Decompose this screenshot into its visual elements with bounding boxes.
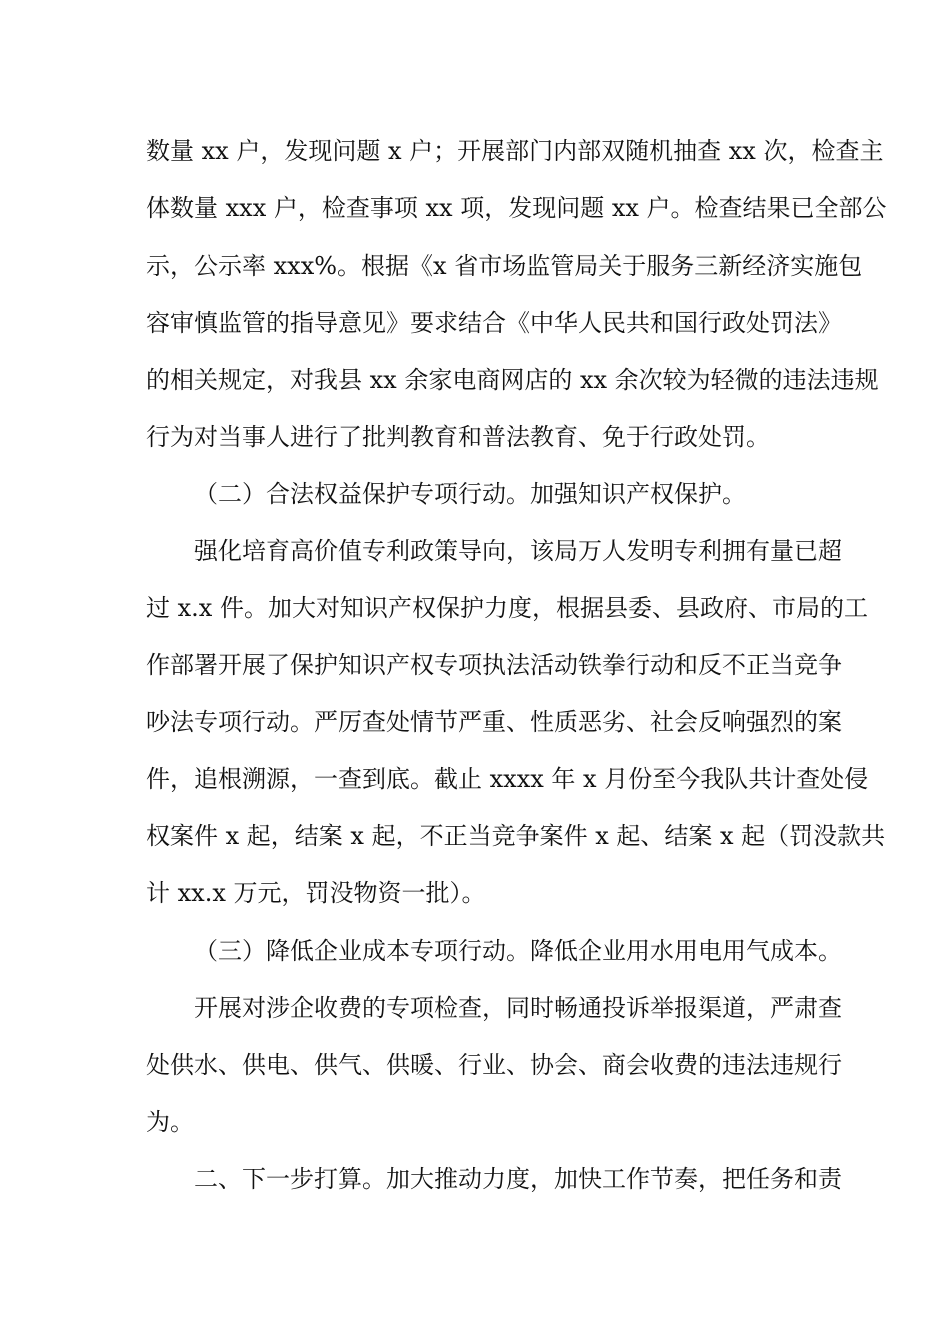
text-line: 示，公示率 xxx%。根据《x 省市场监管局关于服务三新经济实施包 — [146, 252, 863, 280]
text-line: 为。 — [146, 1108, 194, 1136]
text-line: 容审慎监管的指导意见》要求结合《中华人民共和国行政处罚法》 — [146, 309, 842, 337]
text-line: 作部署开展了保护知识产权专项执法活动铁拳行动和反不正当竞争 — [146, 651, 842, 679]
text-line: 件，追根溯源，一查到底。截止 xxxx 年 x 月份至今我队共计查处侵 — [146, 765, 869, 793]
text-line: 权案件 x 起，结案 x 起，不正当竞争案件 x 起、结案 x 起（罚没款共 — [146, 822, 886, 850]
text-line: 的相关规定，对我县 xx 余家电商网店的 xx 余次较为轻微的违法违规 — [146, 366, 879, 394]
text-line: 体数量 xxx 户，检查事项 xx 项，发现问题 xx 户。检查结果已全部公 — [146, 194, 887, 222]
section-heading: （二）合法权益保护专项行动。加强知识产权保护。 — [194, 480, 746, 508]
section-heading: （三）降低企业成本专项行动。降低企业用水用电用气成本。 — [194, 937, 842, 965]
text-line: 强化培育高价值专利政策导向，该局万人发明专利拥有量已超 — [194, 537, 842, 565]
text-line: 行为对当事人进行了批判教育和普法教育、免于行政处罚。 — [146, 423, 770, 451]
text-line: 处供水、供电、供气、供暖、行业、协会、商会收费的违法违规行 — [146, 1051, 842, 1079]
text-line: 数量 xx 户，发现问题 x 户；开展部门内部双随机抽查 xx 次，检查主 — [146, 137, 884, 165]
text-line: 吵法专项行动。严厉查处情节严重、性质恶劣、社会反响强烈的案 — [146, 708, 842, 736]
text-line: 开展对涉企收费的专项检查，同时畅通投诉举报渠道，严肃查 — [194, 994, 842, 1022]
text-line: 二、下一步打算。加大推动力度，加快工作节奏，把任务和责 — [194, 1165, 842, 1193]
text-line: 过 x.x 件。加大对知识产权保护力度，根据县委、县政府、市局的工 — [146, 594, 868, 622]
text-line: 计 xx.x 万元，罚没物资一批）。 — [146, 879, 486, 907]
